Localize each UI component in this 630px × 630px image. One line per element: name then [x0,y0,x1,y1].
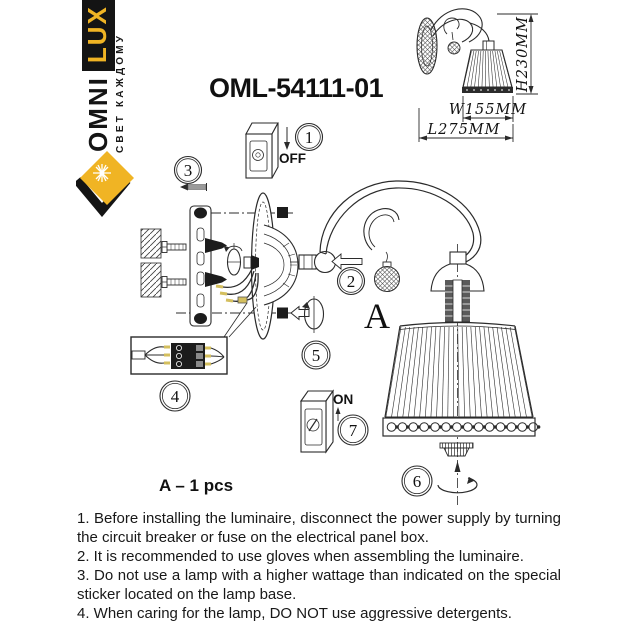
instruction-item: 4. When caring for the lamp, DO NOT use aggressive detergents. [77,605,512,622]
dim-width-label: W155MM [448,102,528,118]
step-7-number: 7 [348,421,358,440]
mounting-screw [162,242,186,288]
parts-count: A – 1 pcs [159,476,234,495]
screw-icon [180,184,188,191]
arrow-up-icon [455,461,461,472]
arrow-left-icon [291,307,309,320]
arrow-down-icon [284,142,290,150]
instruction-item: 1. Before installing the luminaire, disconnect the power supply by turning the circuit breaker or fuse on the electrical panel box. [77,510,561,546]
instructions [77,509,561,623]
lamp-socket-side [299,255,316,269]
step5-tighten [291,296,330,369]
dim-height-label: H230MM [515,15,531,93]
arrow-left-icon [332,254,362,269]
assembly-label: A [364,296,390,336]
crystal-band [383,418,535,436]
socket-thread [453,280,462,322]
step7-power-on [301,391,368,452]
step-1-number: 1 [304,128,314,147]
arrow-up-icon [336,407,341,414]
wall-plug-anchor [205,238,227,253]
mounting-bracket [190,206,211,326]
on-label: ON [333,392,354,407]
finial [440,443,473,448]
step3-screws [175,157,207,192]
wall-mount-assembly [141,193,298,339]
brand-accent: LUX [82,0,115,71]
step-2-number: 2 [346,272,356,291]
step4-wiring-detail [131,337,227,411]
crystal-ball [375,267,400,292]
off-label: OFF [279,151,306,166]
step-4-number: 4 [170,387,180,406]
step-6-number: 6 [412,472,422,491]
dim-length-label: L275MM [427,122,501,138]
fixing-nut [224,243,243,275]
step-5-number: 5 [311,346,321,365]
instruction-item: 3. Do not use a lamp with a higher wattage than indicated on the special sticker located on the lamp base. [77,567,561,603]
step1-power-off [246,123,323,178]
crystal-ball-mini [448,42,460,54]
wall-section [141,263,161,297]
brand-name: OMNI [82,76,113,152]
step-3-number: 3 [183,161,193,180]
shade-assembly [383,244,540,505]
wall-section [141,229,161,258]
overview-drawing [417,9,538,142]
model-number: OML-54111-01 [209,73,384,103]
brand-tagline: СВЕТ КАЖДОМУ [115,32,126,153]
instruction-item: 2. It is recommended to use gloves when assembling the luminaire. [77,548,524,565]
wall-plug-anchor [205,272,227,287]
